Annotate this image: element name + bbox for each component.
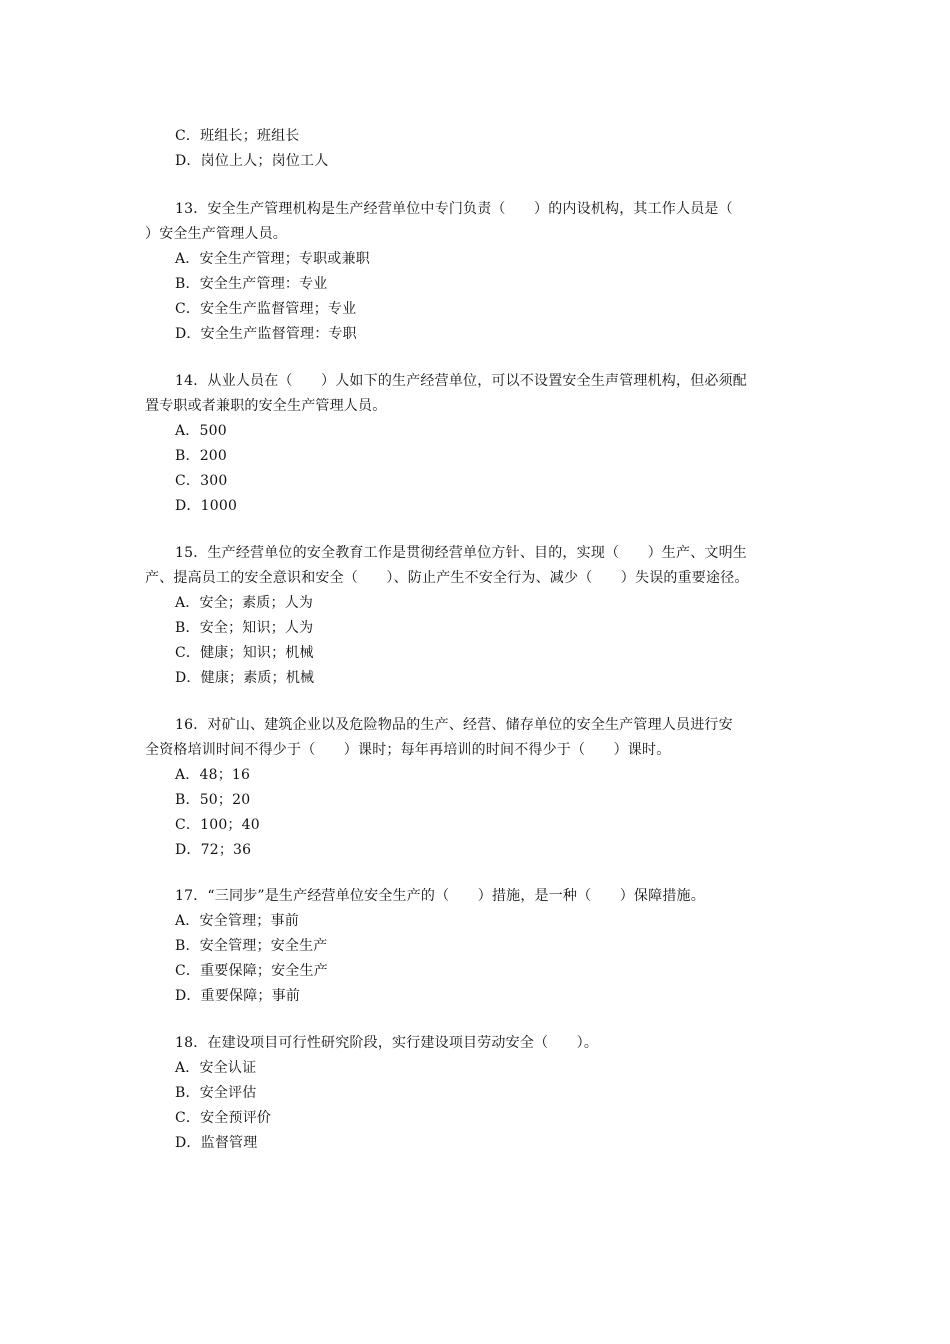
question-14-text-cont: 置专职或者兼职的安全生产管理人员。 [145, 398, 387, 414]
question-13-option-d: D．安全生产监督管理：专职 [175, 326, 357, 342]
question-16-option-b: B．50；20 [175, 792, 251, 808]
question-16-option-a: A．48；16 [175, 767, 251, 783]
question-18-option-c: C．安全预评价 [175, 1110, 272, 1126]
question-14-option-b: B．200 [175, 448, 228, 464]
question-16-option-d: D．72；36 [175, 842, 252, 858]
question-14-option-d: D．1000 [175, 498, 238, 514]
prev-option-d: D．岗位上人；岗位工人 [175, 153, 329, 169]
question-16-text: 16．对矿山、建筑企业以及危险物品的生产、经营、储存单位的安全生产管理人员进行安 [175, 717, 733, 733]
question-13-text-cont: ）安全生产管理人员。 [145, 226, 287, 242]
question-15-option-d: D．健康；素质；机械 [175, 670, 315, 686]
question-17-option-b: B．安全管理；安全生产 [175, 938, 328, 954]
question-14-option-a: A．500 [175, 423, 227, 439]
question-18-option-d: D．监督管理 [175, 1135, 258, 1151]
question-14-text: 14．从业人员在（ ）人如下的生产经营单位，可以不设置安全生声管理机构，但必须配 [175, 373, 748, 389]
question-15-option-b: B．安全；知识；人为 [175, 620, 314, 636]
question-15-option-c: C．健康；知识；机械 [175, 645, 314, 661]
question-18-option-a: A．安全认证 [175, 1060, 257, 1076]
question-15-text: 15．生产经营单位的安全教育工作是贯彻经营单位方针、目的，实现（ ）生产、文明生 [175, 545, 748, 561]
question-18-option-b: B．安全评估 [175, 1085, 257, 1101]
prev-option-c: C．班组长；班组长 [175, 128, 300, 144]
question-17-option-d: D．重要保障；事前 [175, 988, 301, 1004]
question-17-text: 17．“三同步”是生产经营单位安全生产的（ ）措施，是一种（ ）保障措施。 [175, 888, 705, 904]
question-13-text: 13．安全生产管理机构是生产经营单位中专门负责（ ）的内设机构，其工作人员是（ [175, 201, 733, 217]
question-14-option-c: C．300 [175, 473, 228, 489]
question-18-text: 18．在建设项目可行性研究阶段，实行建设项目劳动安全（ ）。 [175, 1035, 599, 1051]
question-13-option-a: A．安全生产管理；专职或兼职 [175, 251, 370, 267]
question-13-option-b: B．安全生产管理：专业 [175, 276, 328, 292]
question-16-text-cont: 全资格培训时间不得少于（ ）课时；每年再培训的时间不得少于（ ）课时。 [145, 742, 671, 758]
question-16-option-c: C．100；40 [175, 817, 260, 833]
question-17-option-a: A．安全管理；事前 [175, 913, 299, 929]
question-15-text-cont: 产、提高员工的安全意识和安全（ ）、防止产生不安全行为、减少（ ）失误的重要途径。 [145, 570, 749, 586]
question-13-option-c: C．安全生产监督管理；专业 [175, 301, 357, 317]
question-17-option-c: C．重要保障；安全生产 [175, 963, 328, 979]
question-15-option-a: A．安全；素质；人为 [175, 595, 314, 611]
